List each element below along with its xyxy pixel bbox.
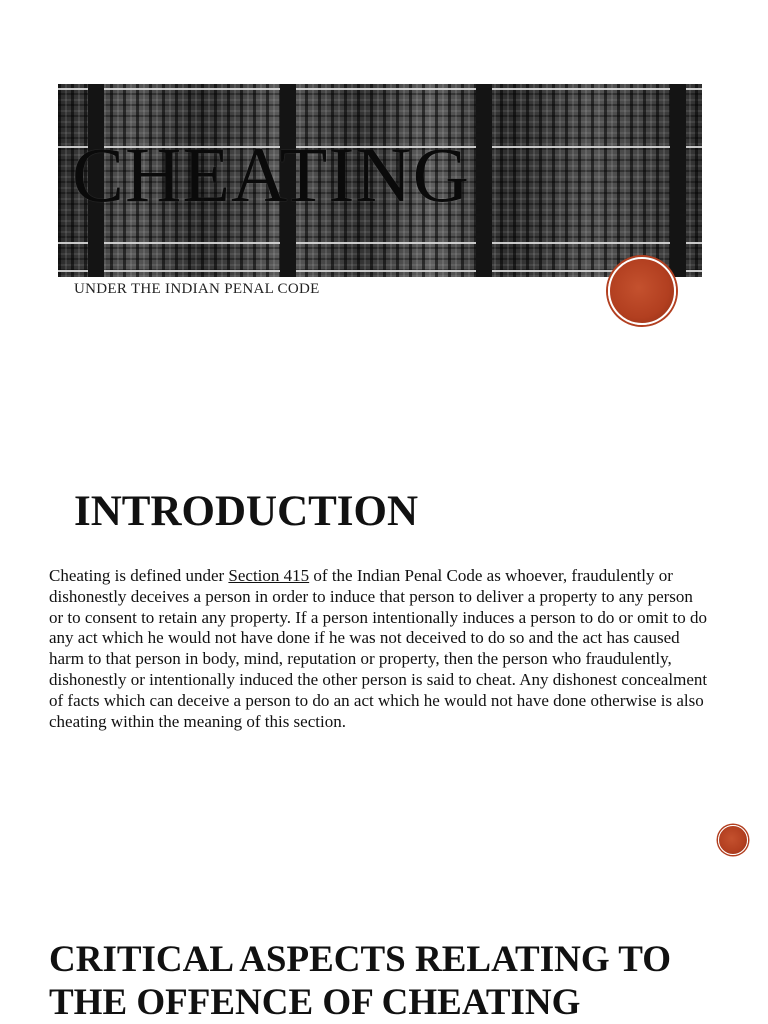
introduction-slide <box>0 400 768 880</box>
decorative-circle <box>608 257 676 325</box>
introduction-paragraph <box>49 566 709 732</box>
section-415-link[interactable]: Section 415 <box>228 566 310 585</box>
banner-bar-3 <box>476 84 492 277</box>
critical-aspects-heading: CRITICAL ASPECTS RELATING TO THE OFFENCE OF CHEATING <box>49 939 672 1023</box>
banner-line-lower <box>58 242 702 244</box>
paragraph-lead: Cheating is defined under <box>49 566 229 585</box>
paragraph-rest: of the Indian Penal Code as whoever, fraudulently or dishonestly deceives a person in order to induce that person to deliver a property to any person or to consent to retain any property. If a person intentionally induces a person to do or omit to do any act which he would not have done if he was not deceived to do so and the act has caused harm to that person in body, mind, reputation or property, then the person who fraudulently, dishonestly or intentionally induced the other person is said to cheat. Any dishonest concealment of facts which can deceive a person to do an act which he would not have done otherwise is also cheating within the meaning of this section. <box>49 566 708 731</box>
title-banner <box>58 84 702 277</box>
banner-line-top <box>58 88 702 90</box>
critical-aspects-slide <box>0 880 768 1024</box>
slide-subtitle: UNDER THE INDIAN PENAL CODE <box>74 281 320 297</box>
slide-title: CHEATING <box>72 131 470 218</box>
decorative-circle-small <box>718 825 748 855</box>
introduction-heading: INTRODUCTION <box>74 488 419 535</box>
banner-line-bottom <box>58 270 702 272</box>
title-slide <box>0 0 768 400</box>
banner-bar-4 <box>670 84 686 277</box>
